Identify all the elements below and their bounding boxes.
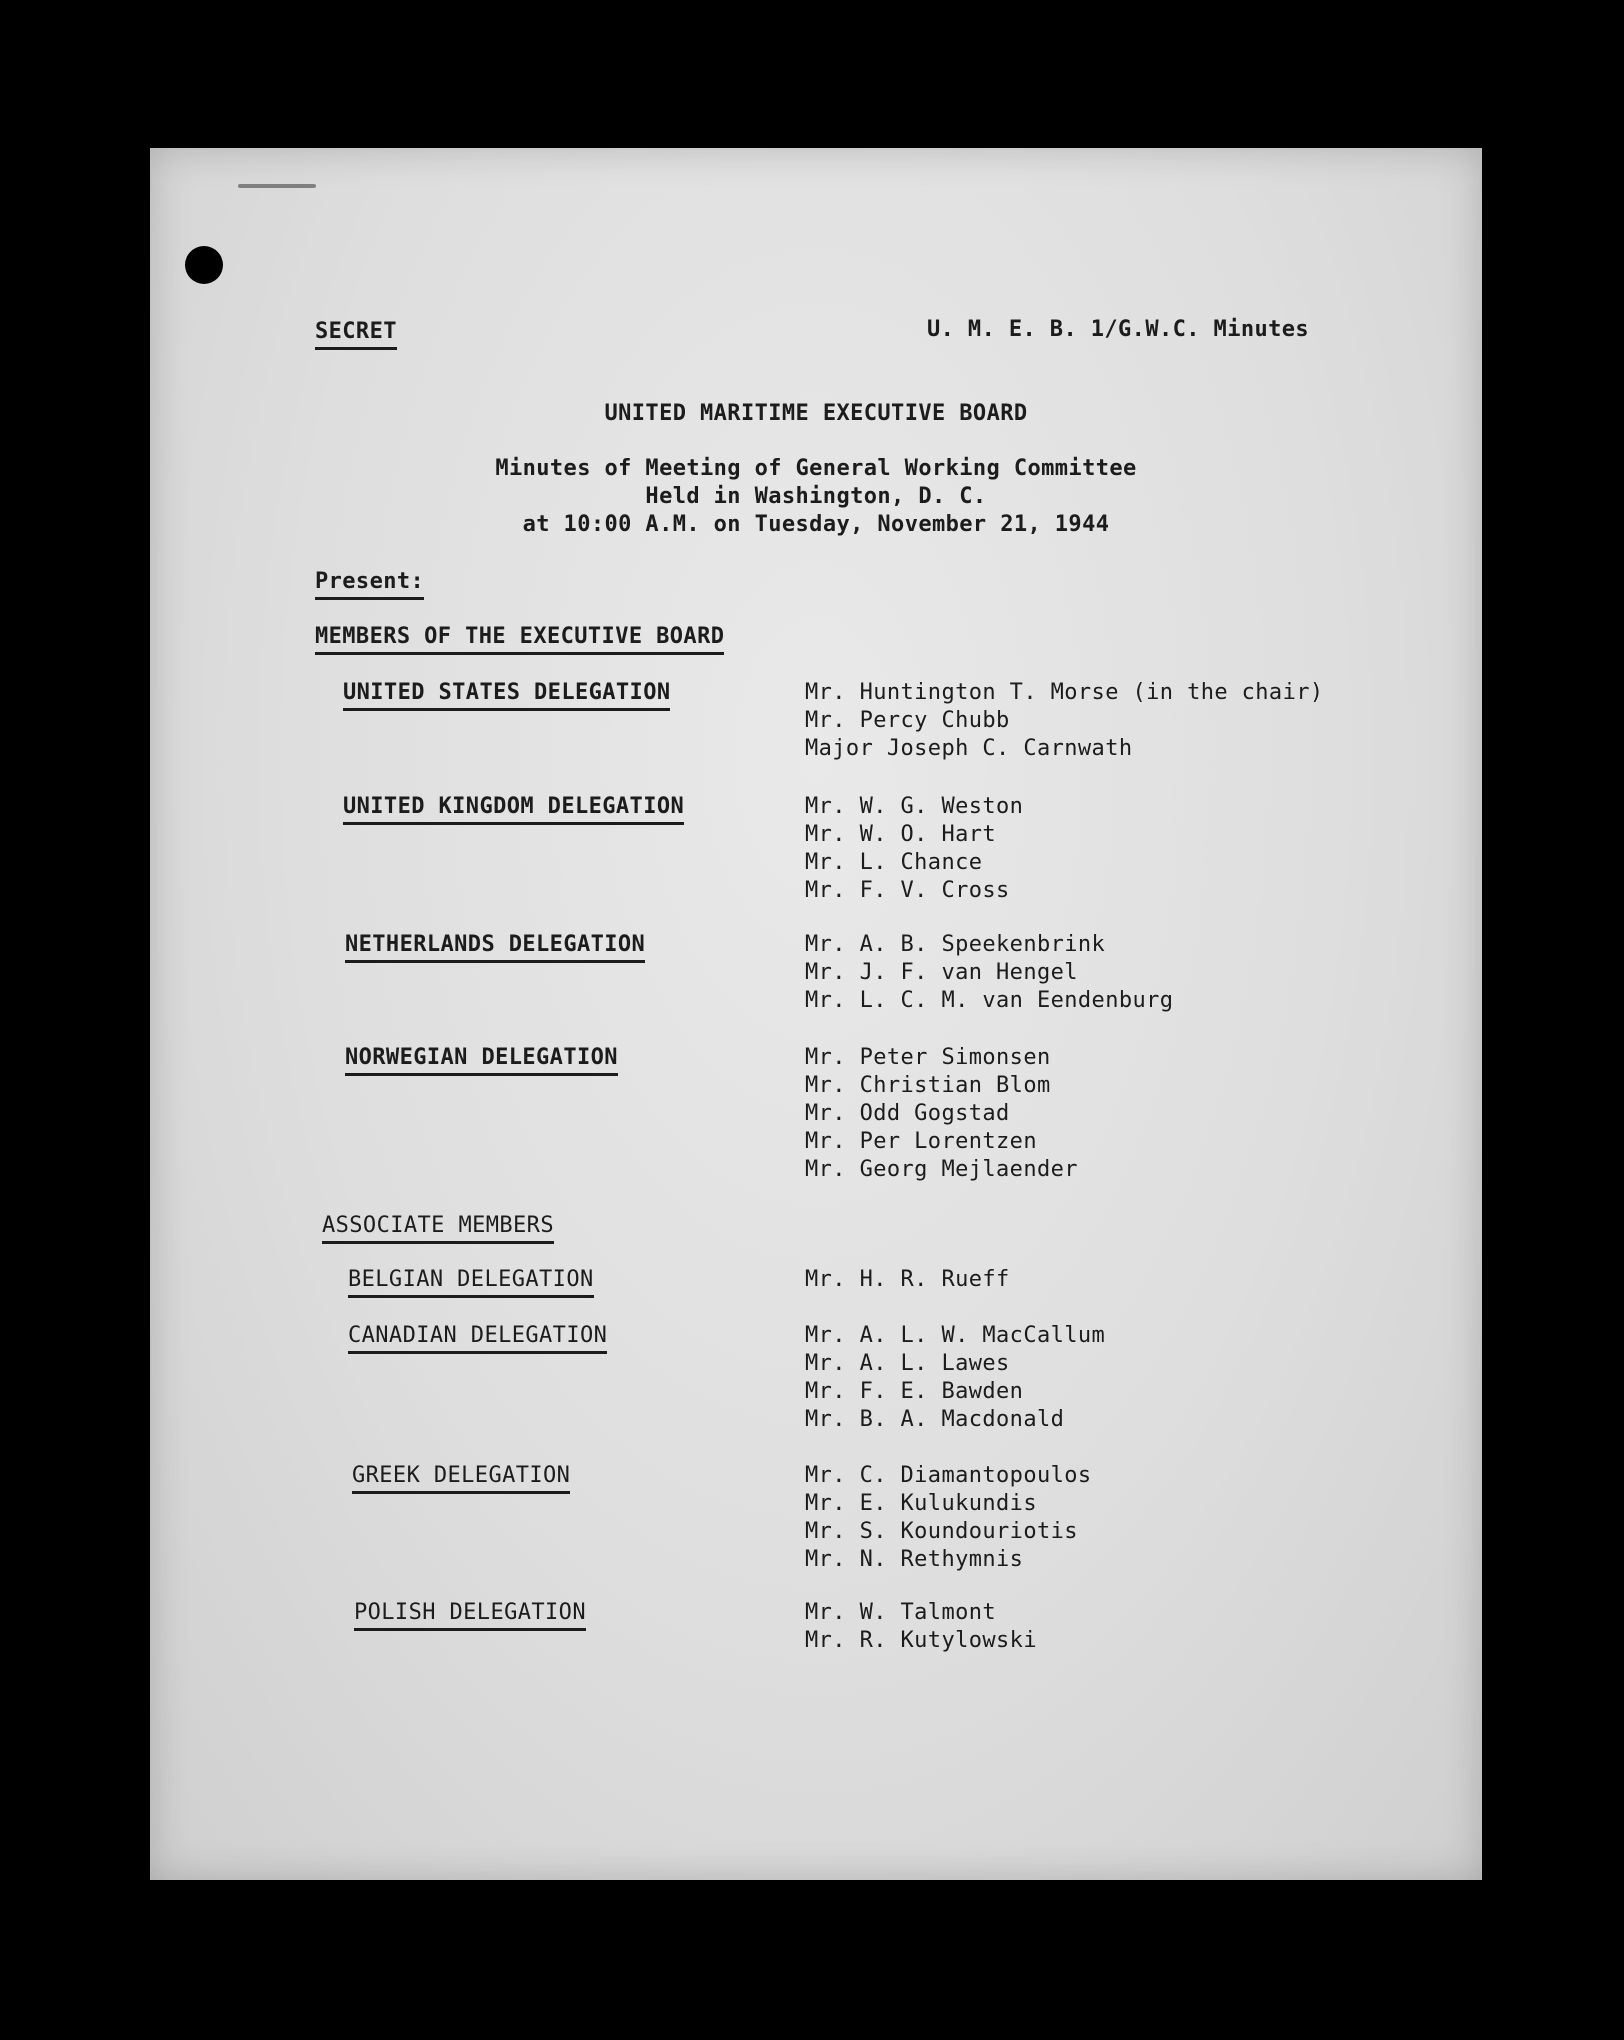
member-name: Mr. R. Kutylowski bbox=[805, 1628, 1037, 1653]
member-name: Mr. A. L. Lawes bbox=[805, 1351, 1010, 1376]
delegation-heading: POLISH DELEGATION bbox=[354, 1599, 586, 1631]
member-name: Mr. F. E. Bawden bbox=[805, 1379, 1024, 1404]
member-name: Mr. W. O. Hart bbox=[805, 822, 997, 847]
delegation-heading: BELGIAN DELEGATION bbox=[348, 1266, 594, 1298]
members-heading: MEMBERS OF THE EXECUTIVE BOARD bbox=[315, 623, 724, 655]
member-name: Mr. H. R. Rueff bbox=[805, 1267, 1010, 1292]
delegation-members bbox=[805, 1599, 1037, 1655]
document-reference: U. M. E. B. 1/G.W.C. Minutes bbox=[927, 317, 1310, 342]
member-name: Mr. Huntington T. Morse (in the chair) bbox=[805, 680, 1324, 705]
member-name: Mr. A. L. W. MacCallum bbox=[805, 1323, 1106, 1348]
delegation-members bbox=[805, 931, 1173, 1015]
delegation-members bbox=[805, 1044, 1078, 1184]
document-title: UNITED MARITIME EXECUTIVE BOARD bbox=[604, 401, 1028, 426]
classification-label: SECRET bbox=[315, 318, 397, 350]
member-name: Mr. S. Koundouriotis bbox=[805, 1519, 1078, 1544]
delegation-heading: UNITED STATES DELEGATION bbox=[343, 679, 670, 711]
member-name: Mr. N. Rethymnis bbox=[805, 1547, 1024, 1572]
document-page bbox=[150, 148, 1482, 1880]
member-name: Mr. Per Lorentzen bbox=[805, 1129, 1037, 1154]
member-name: Mr. Percy Chubb bbox=[805, 708, 1010, 733]
delegation-heading: NETHERLANDS DELEGATION bbox=[345, 931, 645, 963]
delegation-heading: CANADIAN DELEGATION bbox=[348, 1322, 607, 1354]
delegation-heading: GREEK DELEGATION bbox=[352, 1462, 570, 1494]
delegation-heading: NORWEGIAN DELEGATION bbox=[345, 1044, 618, 1076]
subtitle-line-2: Held in Washington, D. C. bbox=[645, 484, 987, 509]
member-name: Mr. J. F. van Hengel bbox=[805, 960, 1078, 985]
member-name: Mr. C. Diamantopoulos bbox=[805, 1463, 1092, 1488]
member-name: Mr. Christian Blom bbox=[805, 1073, 1051, 1098]
member-name: Mr. B. A. Macdonald bbox=[805, 1407, 1065, 1432]
member-name: Mr. Odd Gogstad bbox=[805, 1101, 1010, 1126]
member-name: Mr. Georg Mejlaender bbox=[805, 1157, 1078, 1182]
member-name: Mr. E. Kulukundis bbox=[805, 1491, 1037, 1516]
member-name: Mr. L. C. M. van Eendenburg bbox=[805, 988, 1174, 1013]
delegation-members bbox=[805, 793, 1023, 905]
member-name: Major Joseph C. Carnwath bbox=[805, 736, 1133, 761]
punch-hole bbox=[185, 246, 223, 284]
member-name: Mr. F. V. Cross bbox=[805, 878, 1010, 903]
present-label: Present: bbox=[315, 568, 424, 600]
delegation-members bbox=[805, 679, 1324, 763]
member-name: Mr. W. G. Weston bbox=[805, 794, 1024, 819]
delegation-members bbox=[805, 1322, 1105, 1434]
associate-members-heading: ASSOCIATE MEMBERS bbox=[322, 1212, 554, 1244]
member-name: Mr. A. B. Speekenbrink bbox=[805, 932, 1106, 957]
member-name: Mr. L. Chance bbox=[805, 850, 983, 875]
subtitle-line-3: at 10:00 A.M. on Tuesday, November 21, 1944 bbox=[522, 512, 1110, 537]
delegation-members bbox=[805, 1462, 1092, 1574]
member-name: Mr. Peter Simonsen bbox=[805, 1045, 1051, 1070]
delegation-members bbox=[805, 1266, 1010, 1294]
member-name: Mr. W. Talmont bbox=[805, 1600, 997, 1625]
staple-mark bbox=[238, 184, 316, 188]
delegation-heading: UNITED KINGDOM DELEGATION bbox=[343, 793, 684, 825]
subtitle-line-1: Minutes of Meeting of General Working Committee bbox=[495, 456, 1137, 481]
